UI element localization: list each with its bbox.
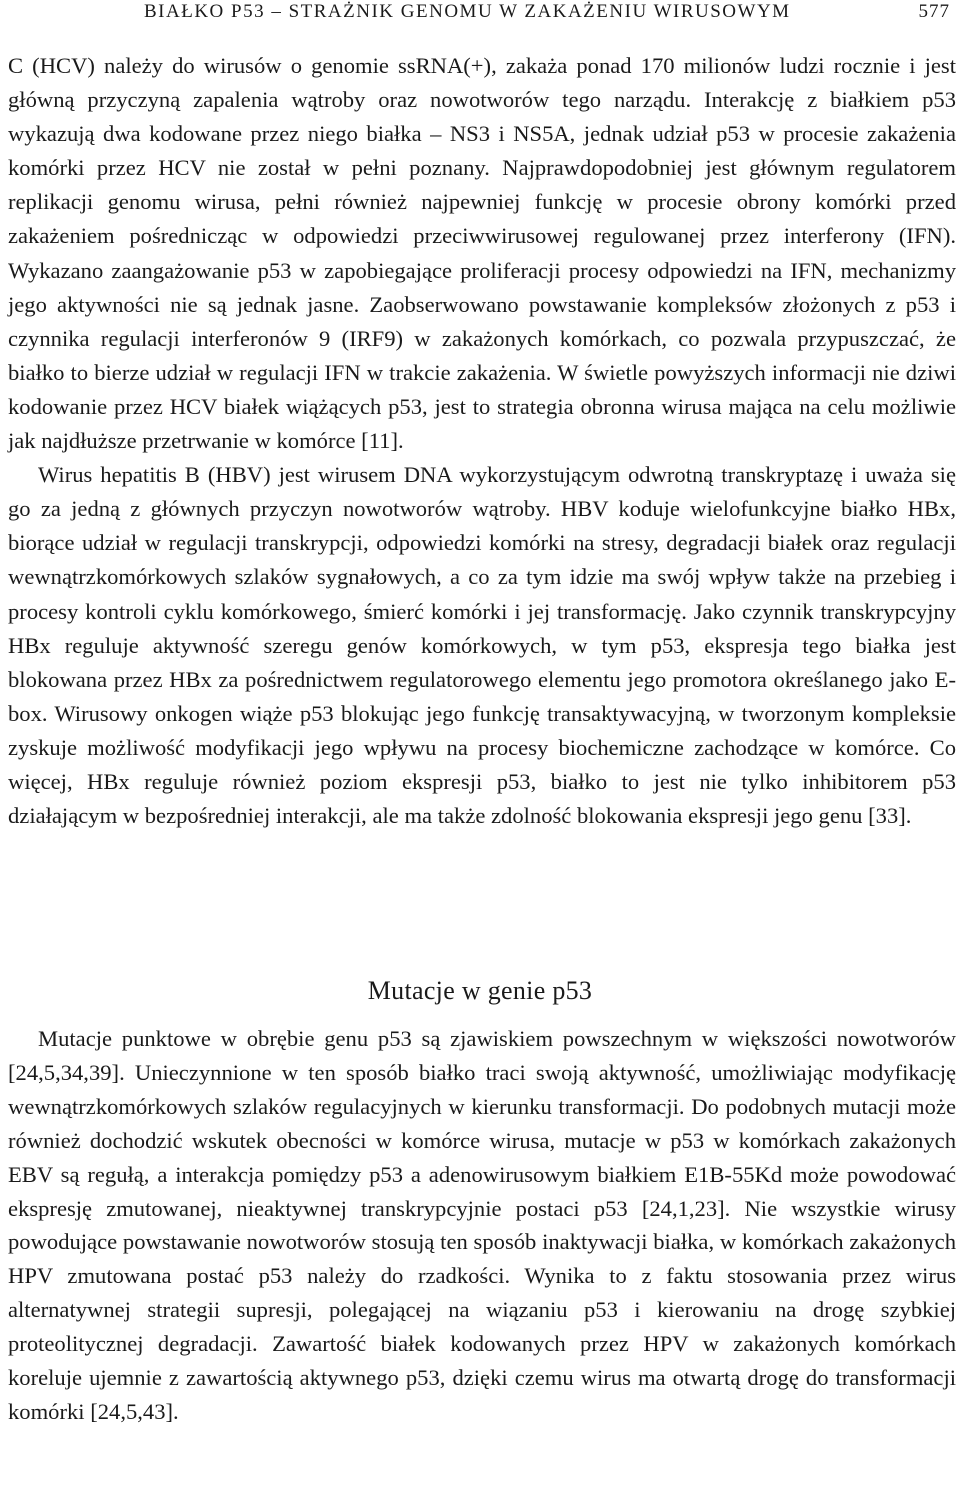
section-heading: Mutacje w genie p53 bbox=[367, 976, 593, 1005]
paragraph-mutations: Mutacje punktowe w obrębie genu p53 są zjawiskiem powszechnym w większości nowotworów [24,5,34,39]. Unieczynnione w ten sposób białko traci swoją aktywność, umożliwiając modyfikację wewnątrzkomórkowych szlaków regulacyjnych w kierunku transformacji. Do podobnych mutacji może również dochodzić wskutek obecności w komórce wirusa, mutacje w p53 w komórkach zakażonych EBV są regułą, a interakcja pomiędzy p53 a adenowirusowym białkiem E1B-55Kd może powodować ekspresję zmutowanej, nieaktywnej transkrypcyjnie postaci p53 [24,1,23]. Nie wszystkie wirusy powodujące powstawanie nowotworów stosują ten sposób inaktywacji białka, w komórkach zakażonych HPV zmutowana postać p53 należy do rzadkości. Wynika to z faktu stosowania przez wirus alternatywnej strategii supresji, polegającej na wiązaniu p53 i kierowaniu na drogę szybkiej proteolitycznej degradacji. Zawartość białek kodowanych przez HPV w zakażonych komórkach koreluje ujemnie z zawartością aktywnego p53, dzięki czemu wirus ma otwartą drogę do transformacji komórki [24,5,43]. bbox=[8, 1026, 956, 1424]
running-header bbox=[0, 0, 960, 30]
page-number: 577 bbox=[918, 1, 950, 22]
body-text bbox=[8, 49, 956, 833]
section-body bbox=[8, 1022, 956, 1429]
running-title: BIAŁKO P53 – STRAŻNIK GENOMU W ZAKAŻENIU WIRUSOWYM bbox=[144, 1, 791, 22]
paragraph-hcv: C (HCV) należy do wirusów o genomie ssRNA(+), zakaża ponad 170 milionów ludzi rocznie i jest główną przyczyną zapalenia wątroby oraz nowotworów tego narządu. Interakcję z białkiem p53 wykazują dwa kodowane przez niego białka – NS3 i NS5A, jednak udział p53 w procesie zakażenia komórki przez HCV nie został w pełni poznany. Najprawdopodobniej jest głównym regulatorem replikacji genomu wirusa, pełni również najpewniej funkcję w procesie obrony komórki przed zakażeniem pośrednicząc w odpowiedzi przeciwwirusowej regulowanej przez interferony (IFN). Wykazano zaangażowanie p53 w zapobiegające proliferacji procesy odpowiedzi na IFN, mechanizmy jego aktywności nie są jednak jasne. Zaobserwowano powstawanie kompleksów złożonych z p53 i czynnika regulacji interferonów 9 (IRF9) w zakażonych komórkach, co pozwala przypuszczać, że białko to bierze udział w regulacji IFN w trakcie zakażenia. W świetle powyższych informacji nie dziwi kodowanie przez HCV białek wiążących p53, jest to strategia obronna wirusa mająca na celu możliwie jak najdłuższe przetrwanie w komórce [11]. bbox=[8, 53, 956, 454]
paragraph-hbv: Wirus hepatitis B (HBV) jest wirusem DNA wykorzystującym odwrotną transkryptazę i uważa się go za jedną z głównych przyczyn nowotworów wątroby. HBV koduje wielofunkcyjne białko HBx, biorące udział w regulacji transkrypcji, odpowiedzi komórki na stresy, degradacji białek oraz regulacji wewnątrzkomórkowych szlaków sygnałowych, a co za tym idzie ma swój wpływ także na przebieg i procesy kontroli cyklu komórkowego, śmierć komórki i jej transformację. Jako czynnik transkrypcyjny HBx reguluje aktywność szeregu genów komórkowych, w tym p53, ekspresja tego białka jest blokowana przez HBx za pośrednictwem regulatorowego elementu jego promotora określanego jako E-box. Wirusowy onkogen wiąże p53 blokując jego funkcję transaktywacyjną, w tworzonym kompleksie zyskuje możliwość modyfikacji jego wpływu na procesy biochemiczne zachodzące w komórce. Co więcej, HBx reguluje również poziom ekspresji p53, białko to jest nie tylko inhibitorem p53 działającym w bezpośredniej interakcji, ale ma także zdolność blokowania ekspresji jego genu [33]. bbox=[8, 462, 956, 829]
